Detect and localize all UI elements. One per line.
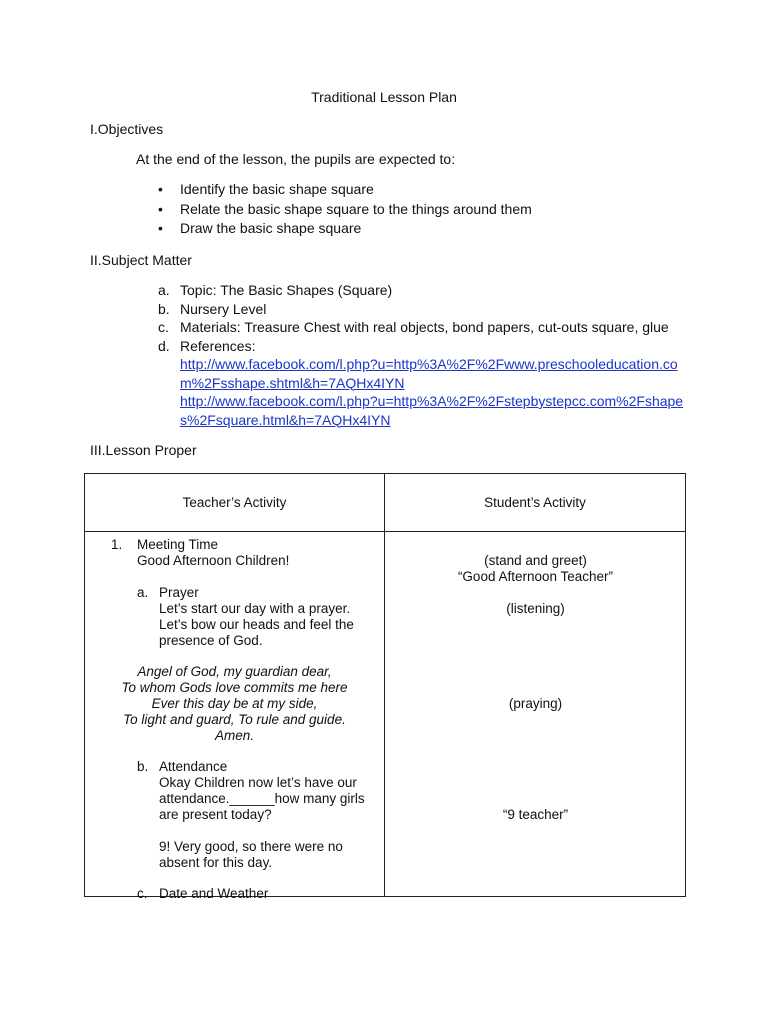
- attendance-marker: b.: [137, 759, 149, 774]
- subject-item-topic: a. Topic: The Basic Shapes (Square): [158, 282, 393, 298]
- lesson-table: [84, 473, 686, 901]
- prayer-poem: Angel of God, my guardian dear, To whom Gods love commits me here Ever this day be at my side, To light and guard, To rule and guide. Amen.: [121, 664, 348, 743]
- reference-link-2-cont[interactable]: s%2Fsquare.html&h=7AQHx4IYN: [180, 411, 391, 428]
- student-greet-action: (stand and greet): [484, 553, 587, 568]
- reference-link-1[interactable]: http://www.facebook.com/l.php?u=http%3A%2F%2Fwww.preschooleducation.co: [180, 356, 678, 372]
- teacher-activity-cell: [85, 532, 385, 901]
- attendance-response: 9! Very good, so there were no absent for this day.: [159, 839, 343, 870]
- prayer-title: Prayer: [159, 585, 199, 600]
- greeting-text: Good Afternoon Children!: [137, 553, 290, 568]
- teacher-activity-header: Teacher’s Activity: [85, 474, 385, 532]
- date-weather-title: Date and Weather: [159, 886, 269, 901]
- prayer-marker: a.: [137, 585, 149, 600]
- table-row: [85, 532, 686, 897]
- student-greet-words: “Good Afternoon Teacher”: [457, 569, 614, 584]
- date-weather-marker: c.: [137, 886, 148, 901]
- prayer-instructions: Let’s start our day with a prayer. Let’s bow our heads and feel the presence of God.: [159, 601, 354, 648]
- student-listening: (listening): [506, 601, 565, 616]
- objectives-heading: I.Objectives: [90, 121, 164, 137]
- attendance-title: Attendance: [159, 759, 228, 774]
- objective-item: • Draw the basic shape square: [158, 219, 532, 239]
- step1-title: Meeting Time: [137, 537, 219, 552]
- subject-matter-list: [158, 281, 698, 429]
- table-header-row: [85, 474, 686, 532]
- student-activity-cell: [385, 532, 686, 897]
- student-activity-header: Student’s Activity: [385, 474, 686, 532]
- student-answer: “9 teacher”: [502, 807, 569, 822]
- objectives-intro: At the end of the lesson, the pupils are expected to:: [136, 151, 456, 167]
- subject-item-materials: c. Materials: Treasure Chest with real objects, bond papers, cut-outs square, glue: [158, 319, 669, 335]
- document-title: Traditional Lesson Plan: [311, 89, 457, 105]
- objective-item: • Relate the basic shape square to the things around them: [158, 200, 532, 220]
- objective-item: • Identify the basic shape square: [158, 180, 532, 200]
- lesson-proper-heading: III.Lesson Proper: [90, 442, 197, 458]
- reference-link-1-cont[interactable]: m%2Fsshape.shtml&h=7AQHx4IYN: [180, 374, 405, 391]
- subject-item-references: d. References: http://www.facebook.com/l.php?u=http%3A%2F%2Fwww.preschooleducation.co m%2Fsshape.shtml&h=7AQHx4IYN http://www.facebook.com/l.php?u=http%3A%2F%2Fstepbystepcc.com%2Fshape s%2Fsquare.html&h=7AQHx4IYN: [158, 337, 698, 430]
- subject-matter-heading: II.Subject Matter: [90, 252, 192, 268]
- reference-link-2[interactable]: http://www.facebook.com/l.php?u=http%3A%2F%2Fstepbystepcc.com%2Fshape: [180, 393, 684, 409]
- subject-item-level: b. Nursery Level: [158, 300, 267, 317]
- step1-marker: 1.: [111, 537, 123, 552]
- attendance-instructions: Okay Children now let’s have our attendance.______how many girls are present today?: [159, 775, 365, 822]
- objectives-list: [158, 180, 532, 239]
- references-links: [180, 355, 698, 429]
- student-praying: (praying): [508, 696, 563, 711]
